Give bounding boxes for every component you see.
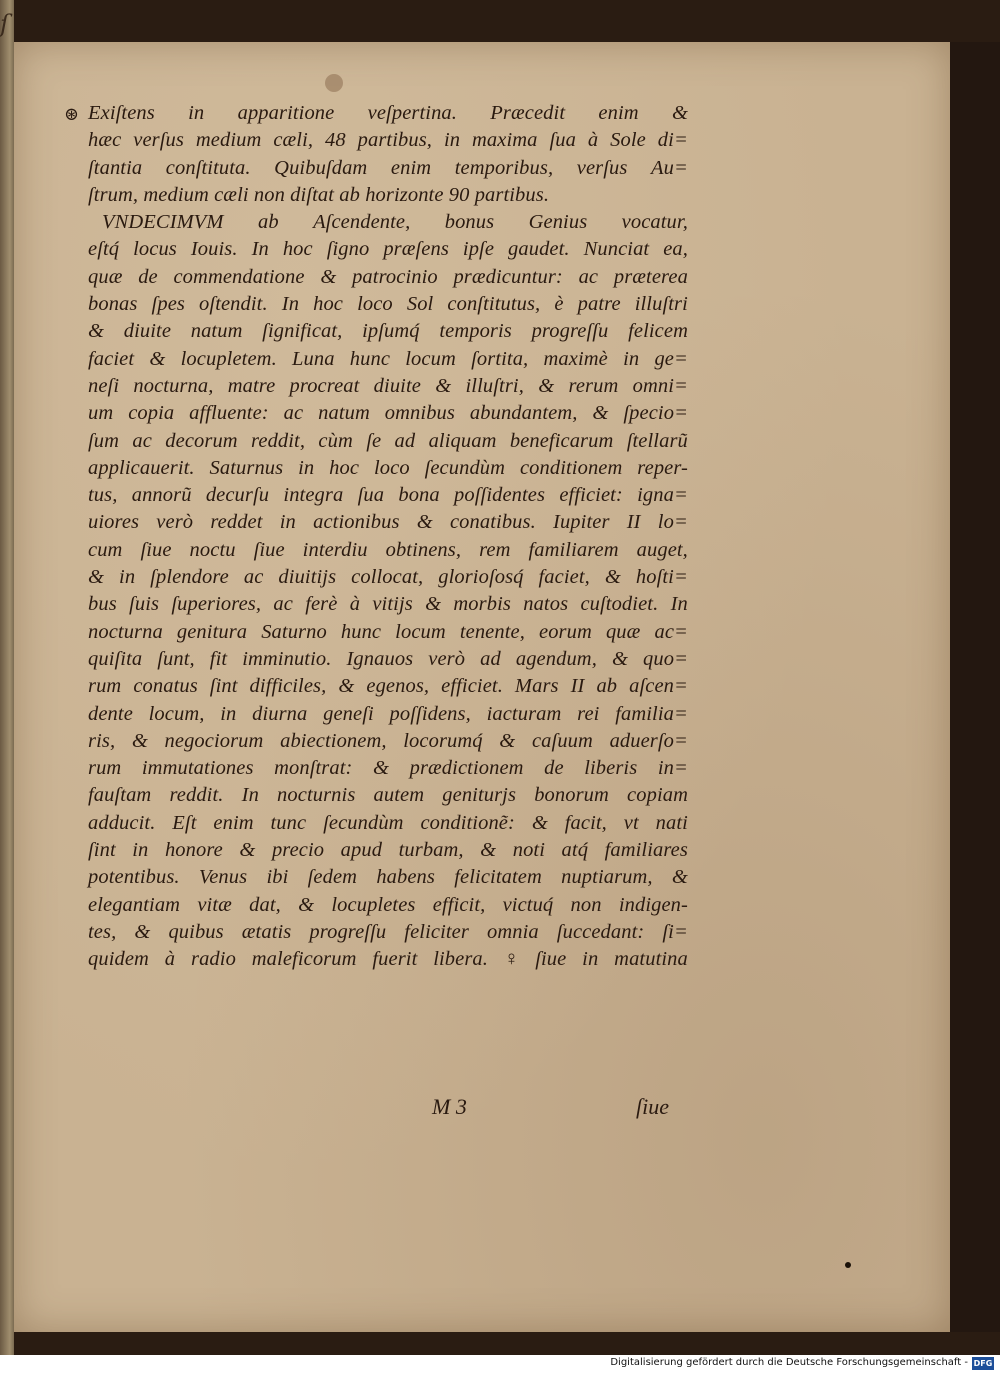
text-line: nocturna genitura Saturno hunc locum tenente, eorum quæ ac=	[88, 620, 688, 643]
text-line: um copia affluente: ac natum omnibus abundantem, & ſpecio=	[88, 402, 688, 425]
text-line: dente locum, in diurna geneſi poſſidens, iacturam rei familia=	[88, 702, 688, 725]
right-page-shadow	[950, 42, 1000, 1332]
asterism-mark: ⊛	[64, 104, 80, 125]
text-line: ris, & negociorum abiectionem, locorumq́ & caſuum aduerſo=	[88, 729, 688, 752]
text-line: Exiſtens in apparitione veſpertina. Præcedit enim &	[88, 102, 688, 124]
dfg-logo: DFG	[973, 1359, 993, 1368]
text-line: quidem à radio maleficorum fuerit libera. ♀ ſiue in matutina	[88, 948, 688, 971]
text-line: faciet & locupletem. Luna hunc locum ſortita, maximè in ge=	[88, 347, 688, 370]
text-line: tes, & quibus ætatis progreſſu feliciter omnia ſuccedant: ſi=	[88, 920, 688, 943]
left-page-edge	[0, 0, 14, 1355]
signature-mark: M 3	[432, 1094, 467, 1119]
footer-funding-text: Digitalisierung gefördert durch die Deutsche Forschungsgemeinschaft -	[610, 1357, 968, 1368]
catchword: ſiue	[636, 1094, 669, 1119]
ink-dot	[845, 1262, 851, 1268]
margin-mark: ſ	[0, 10, 9, 38]
text-line: quæ de commendatione & patrocinio prædicuntur: ac præterea	[88, 265, 688, 288]
text-line: quiſita ſunt, fit imminutio. Ignauos verò ad agendum, & quo=	[88, 647, 688, 670]
text-line: ſint in honore & precio apud turbam, & noti atq́ familiares	[88, 839, 688, 862]
text-line: ſtrum, medium cæli non diſtat ab horizonte 90 partibus.	[88, 183, 550, 206]
text-line: applicauerit. Saturnus in hoc loco ſecundùm conditionem reper-	[88, 456, 688, 479]
text-line: ſum ac decorum reddit, cùm ſe ad aliquam beneficarum ſtellarũ	[88, 429, 688, 452]
text-line: cum ſiue noctu ſiue interdiu obtinens, rem familiarem auget,	[88, 538, 688, 561]
text-line: bus ſuis ſuperiores, ac ferè à vitijs & morbis natos cuſtodiet. In	[88, 593, 688, 616]
text-line: uiores verò reddet in actionibus & conatibus. Iupiter II lo=	[88, 511, 688, 534]
text-line: eſtq́ locus Iouis. In hoc ſigno præſens ipſe gaudet. Nunciat ea,	[88, 238, 688, 261]
text-line: neſi nocturna, matre procreat diuite & illuſtri, & rerum omni=	[88, 374, 688, 397]
text-line: ſtantia conſtituta. Quibuſdam enim temporibus, verſus Au=	[88, 156, 688, 179]
ink-stain	[325, 74, 343, 92]
text-line: potentibus. Venus ibi ſedem habens felicitatem nuptiarum, &	[88, 866, 688, 889]
text-line: tus, annorũ decurſu integra ſua bona poſſidentes efficiet: igna=	[88, 484, 688, 507]
page-text-block	[88, 100, 688, 974]
text-line: adducit. Eſt enim tunc ſecundùm conditionẽ: & facit, vt nati	[88, 811, 688, 834]
text-line: elegantiam vitæ dat, & locupletes efficit, victuq́ non indigen-	[88, 893, 688, 916]
text-line: VNDECIMVM ab Aſcendente, bonus Genius vocatur,	[102, 211, 688, 234]
text-line: fauſtam reddit. In nocturnis autem geniturjs bonorum copiam	[88, 784, 688, 807]
text-line: bonas ſpes oſtendit. In hoc loco Sol conſtitutus, è patre illuſtri	[88, 293, 688, 316]
text-line: hæc verſus medium cæli, 48 partibus, in maxima ſua à Sole di=	[88, 129, 688, 152]
text-line: & diuite natum ſignificat, ipſumq́ temporis progreſſu felicem	[88, 320, 688, 343]
text-line: rum conatus ſint difficiles, & egenos, efficiet. Mars II ab aſcen=	[88, 675, 688, 698]
text-line: rum immutationes monſtrat: & prædictionem de liberis in=	[88, 757, 688, 780]
text-line: & in ſplendore ac diuitijs collocat, glorioſosq́ faciet, & hoſti=	[88, 566, 688, 589]
